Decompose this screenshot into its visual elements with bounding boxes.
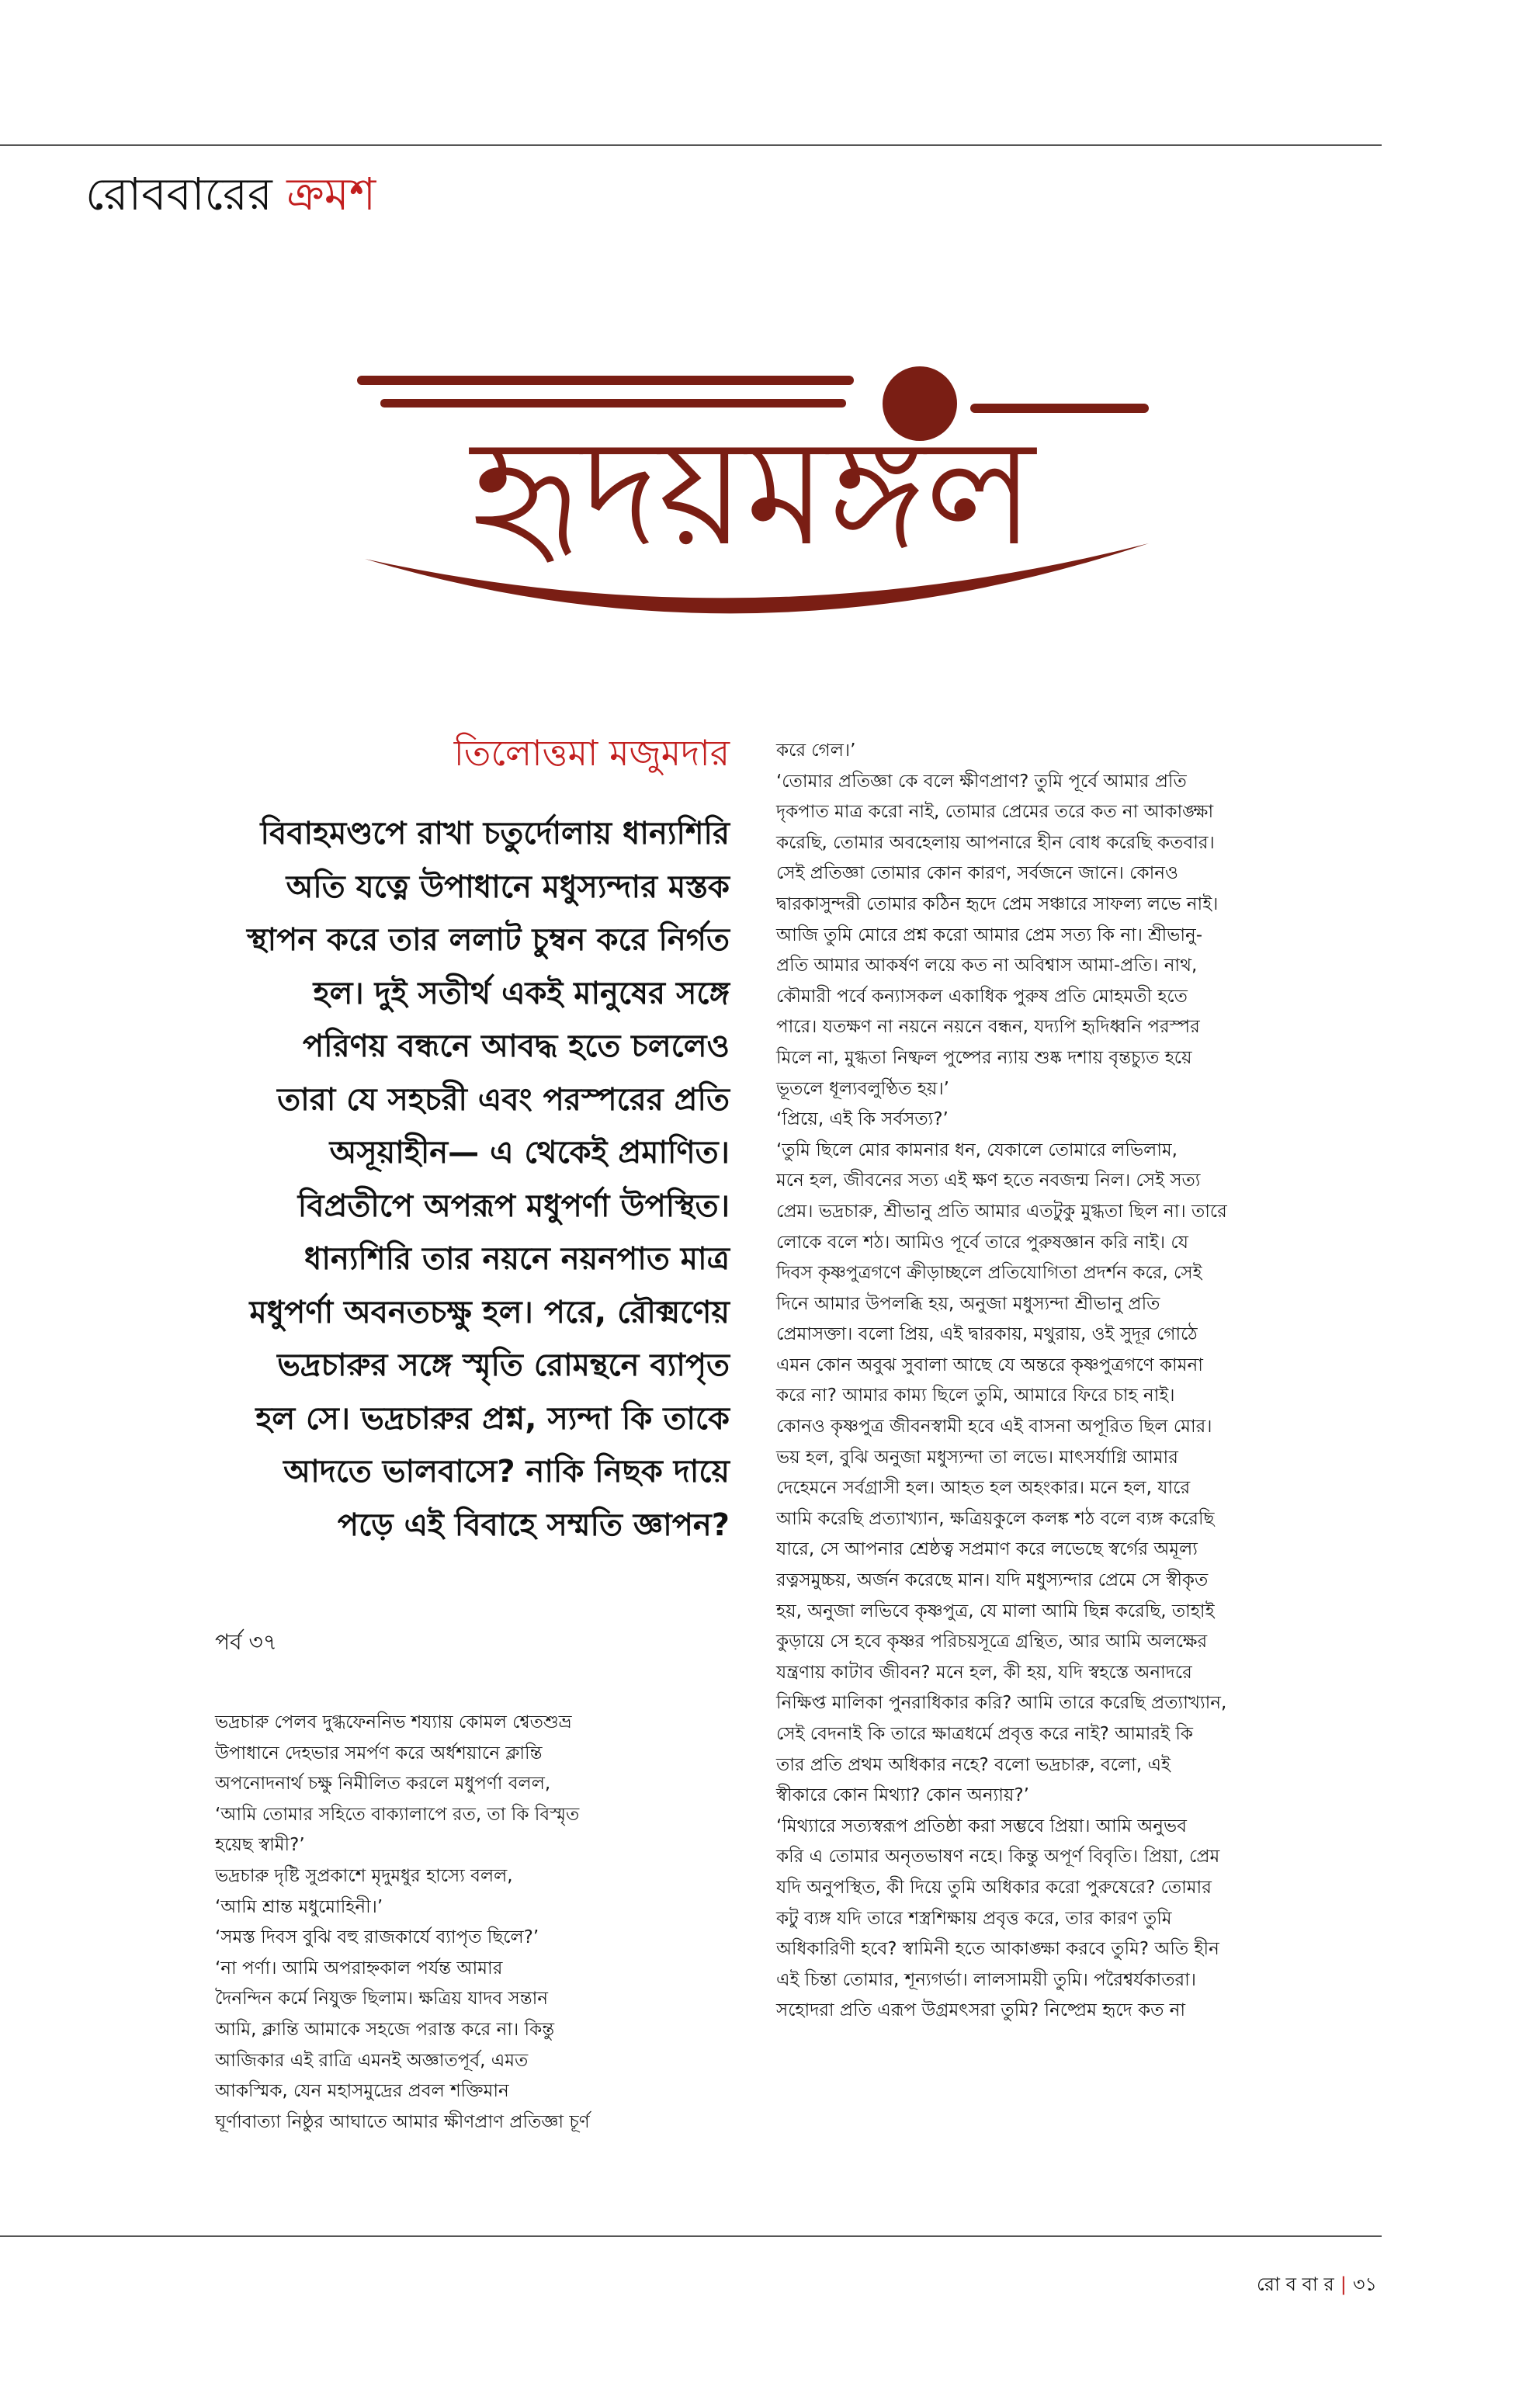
text-line: যদি অনুপস্থিত, কী দিয়ে তুমি অধিকার করো পুরুষেরে? তোমার: [776, 1877, 1212, 1898]
text-line: ‘সমস্ত দিবস বুঝি বহু রাজকার্যে ব্যাপৃত ছিলে?’: [215, 1927, 539, 1948]
lede-line: ধান্যশিরি তার নয়নে নয়নপাত মাত্র: [303, 1241, 730, 1277]
page-folio: [1257, 2270, 1377, 2298]
lede-line: অতি যত্নে উপাধানে মধুস্যন্দার মস্তক: [286, 869, 730, 905]
text-line: কোনও কৃষ্ণপুত্র জীবনস্বামী হবে এই বাসনা অপূরিত ছিল মোর।: [776, 1417, 1212, 1438]
text-column-right: [776, 736, 1393, 2027]
text-line: সহোদরা প্রতি এরূপ উগ্রমৎসরা তুমি? নিষ্প্রেম হৃদে কত না: [776, 2000, 1186, 2021]
text-line: প্রতি আমার আকর্ষণ লয়ে কত না অবিশ্বাস আমা-প্রতি। নাথ,: [776, 955, 1198, 976]
text-line: ‘না পর্ণা। আমি অপরাহ্নকাল পর্যন্ত আমার: [215, 1958, 503, 1979]
text-line: কৌমারী পর্বে কন্যাসকল একাধিক পুরুষ প্রতি মোহমতী হতে: [776, 986, 1188, 1007]
text-line: ভয় হল, বুঝি অনুজা মধুস্যন্দা তা লভে। মাৎসর্যাগ্নি আমার: [776, 1447, 1178, 1468]
text-line: করি এ তোমার অনৃতভাষণ নহে। কিন্তু অপূর্ণ বিবৃতি। প্রিয়া, প্রেম: [776, 1847, 1220, 1868]
text-line: ভূতলে ধূল্যবলুণ্ঠিত হয়।’: [776, 1078, 949, 1099]
text-line: দেহেমনে সর্বগ্রাসী হল। আহত হল অহংকার। মনে হল, যারে: [776, 1478, 1191, 1499]
text-line: রত্নসমুচ্চয়, অর্জন করেছে মান। যদি মধুস্যন্দার প্রেমে সে স্বীকৃত: [776, 1570, 1209, 1591]
text-column-left: [215, 1708, 727, 2138]
section-accent: ক্রমশ: [286, 168, 376, 220]
lede-line: আদতে ভালবাসে? নাকি নিছক দায়ে: [283, 1454, 730, 1490]
text-line: হয়েছ স্বামী?’: [215, 1835, 305, 1856]
text-line: মনে হল, জীবনের সত্য এই ক্ষণ হতে নবজন্ম নিল। সেই সত্য: [776, 1170, 1201, 1191]
text-line: যারে, সে আপনার শ্রেষ্ঠত্ব সপ্রমাণ করে লভেছে স্বর্গের অমূল্য: [776, 1539, 1198, 1560]
text-line: কটু ব্যঙ্গ যদি তারে শস্ত্রশিক্ষায় প্রবৃত্ত করে, তার কারণ তুমি: [776, 1908, 1172, 1929]
author-name: তিলোত্তমা মজুমদার: [453, 732, 730, 774]
text-line: দিনে আমার উপলব্ধি হয়, অনুজা মধুস্যন্দা শ্রীভানু প্রতি: [776, 1293, 1160, 1314]
text-line: ‘মিথ্যারে সত্যস্বরূপ প্রতিষ্ঠা করা সম্ভবে প্রিয়া। আমি অনুভব: [776, 1816, 1187, 1836]
text-line: ‘আমি শ্রান্ত মধুমোহিনী।’: [215, 1896, 383, 1917]
text-line: করেছি, তোমার অবহেলায় আপনারে হীন বোধ করেছি কতবার।: [776, 832, 1215, 853]
text-line: ভদ্রচারু দৃষ্টি সুপ্রকাশে মৃদুমধুর হাস্যে বলল,: [215, 1865, 513, 1886]
text-line: আমি করেছি প্রত্যাখ্যান, ক্ষত্রিয়কুলে কলঙ্ক শঠ বলে ব্যঙ্গ করেছি: [776, 1508, 1215, 1529]
text-line: এই চিন্তা তোমার, শূন্যগর্ভা। লালসাময়ী তুমি। পরৈশ্বর্যকাতরা।: [776, 1969, 1197, 1990]
text-line: পারে। যতক্ষণ না নয়নে নয়নে বন্ধন, যদ্যপি হৃদিধ্বনি পরস্পর: [776, 1017, 1200, 1038]
text-line: আকস্মিক, যেন মহাসমুদ্রের প্রবল শক্তিমান: [215, 2081, 509, 2102]
text-line: ভদ্রচারু পেলব দুগ্ধফেননিভ শয্যায় কোমল শ্বেতশুভ্র: [215, 1712, 572, 1732]
lede-line: স্থাপন করে তার ললাট চুম্বন করে নির্গত: [247, 922, 730, 958]
lede-line: পরিণয় বন্ধনে আবদ্ধ হতে চললেও: [302, 1028, 730, 1064]
lede-line: তারা যে সহচরী এবং পরস্পরের প্রতি: [277, 1081, 730, 1118]
lede-line: হল সে। ভদ্রচারুর প্রশ্ন, স্যন্দা কি তাকে: [255, 1400, 730, 1437]
text-line: দ্বারকাসুন্দরী তোমার কঠিন হৃদে প্রেম সঞ্চারে সাফল্য লভে নাই।: [776, 893, 1219, 914]
lede-line: পড়ে এই বিবাহে সম্মতি জ্ঞাপন?: [337, 1507, 730, 1543]
text-line: দৃকপাত মাত্র করো নাই, তোমার প্রেমের তরে কত না আকাঙ্ক্ষা: [776, 802, 1214, 823]
top-rule: [0, 144, 1382, 146]
series-logo: [334, 349, 1172, 644]
text-line: আমি, ক্লান্তি আমাকে সহজে পরাস্ত করে না। কিন্তু: [215, 2019, 555, 2040]
text-line: মিলে না, মুগ্ধতা নিষ্ফল পুষ্পের ন্যায় শুষ্ক দশায় বৃন্তচ্যুত হয়ে: [776, 1047, 1192, 1068]
page-number: ৩১: [1352, 2273, 1377, 2295]
text-line: ‘তোমার প্রতিজ্ঞা কে বলে ক্ষীণপ্রাণ? তুমি পূর্বে আমার প্রতি: [776, 771, 1187, 792]
text-line: আজিকার এই রাত্রি এমনই অজ্ঞাতপূর্ব, এমত: [215, 2050, 529, 2071]
magazine-name: রো ব বা র: [1257, 2273, 1334, 2295]
text-line: কুড়ায়ে সে হবে কৃষ্ণর পরিচয়সূত্রে গ্রন্থিত, আর আমি অলক্ষের: [776, 1632, 1208, 1653]
text-line: যন্ত্রণায় কাটাব জীবন? মনে হল, কী হয়, যদি স্বহস্তে অনাদরে: [776, 1662, 1192, 1683]
text-line: ‘প্রিয়ে, এই কি সর্বসত্য?’: [776, 1109, 949, 1130]
text-line: সেই প্রতিজ্ঞা তোমার কোন কারণ, সর্বজনে জানে। কোনও: [776, 863, 1178, 884]
text-line: আজি তুমি মোরে প্রশ্ন করো আমার প্রেম সত্য কি না। শ্রীভানু-: [776, 924, 1203, 945]
lede-paragraph: [116, 807, 730, 1552]
text-line: নিক্ষিপ্ত মালিকা পুনরাধিকার করি? আমি তারে করেছি প্রত্যাখ্যান,: [776, 1693, 1227, 1714]
text-line: এমন কোন অবুঝ সুবালা আছে যে অন্তরে কৃষ্ণপুত্রগণে কামনা: [776, 1354, 1203, 1375]
text-line: অপনোদনার্থ চক্ষু নিমীলিত করলে মধুপর্ণা বলল,: [215, 1774, 551, 1795]
text-line: করে গেল।’: [776, 740, 856, 761]
text-line: দৈনন্দিন কর্মে নিযুক্ত ছিলাম। ক্ষত্রিয় যাদব সন্তান: [215, 1989, 548, 2010]
section-label: রোববারের: [85, 168, 272, 220]
text-line: অধিকারিণী হবে? স্বামিনী হতে আকাঙ্ক্ষা করবে তুমি? অতি হীন: [776, 1939, 1219, 1960]
text-line: ‘তুমি ছিলে মোর কামনার ধন, যেকালে তোমারে লভিলাম,: [776, 1139, 1178, 1160]
text-line: হয়, অনুজা লভিবে কৃষ্ণপুত্র, যে মালা আমি ছিন্ন করেছি, তাহাই: [776, 1601, 1215, 1621]
section-header: [85, 163, 376, 225]
logo-title: হৃদয়মঙ্গল: [470, 407, 1035, 578]
text-line: ঘূর্ণাবাত্যা নিষ্ঠুর আঘাতে আমার ক্ষীণপ্রাণ প্রতিজ্ঞা চূর্ণ: [215, 2111, 590, 2132]
lede-line: মধুপর্ণা অবনতচক্ষু হল। পরে, রৌক্মণেয়: [249, 1294, 730, 1330]
episode-label: পর্ব ৩৭: [215, 1629, 277, 1655]
text-line: প্রেমাসক্তা। বলো প্রিয়, এই দ্বারকায়, মথুরায়, ওই সুদূর গোঠে: [776, 1324, 1198, 1345]
lede-line: ভদ্রচারুর সঙ্গে স্মৃতি রোমন্থনে ব্যাপৃত: [277, 1347, 730, 1383]
bottom-rule: [0, 2235, 1382, 2237]
text-line: করে না? আমার কাম্য ছিলে তুমি, আমারে ফিরে চাহ নাই।: [776, 1386, 1175, 1406]
lede-line: বিবাহমণ্ডপে রাখা চতুর্দোলায় ধান্যশিরি: [260, 816, 730, 851]
logo-top-bar-1: [357, 376, 854, 385]
text-line: সেই বেদনাই কি তারে ক্ষাত্রধর্মে প্রবৃত্ত করে নাই? আমারই কি: [776, 1724, 1193, 1744]
text-line: লোকে বলে শঠ। আমিও পূর্বে তারে পুরুষজ্ঞান করি নাই। যে: [776, 1232, 1189, 1253]
lede-line: অসূয়াহীন— এ থেকেই প্রমাণিত।: [329, 1135, 730, 1170]
text-line: প্রেম। ভদ্রচারু, শ্রীভানু প্রতি আমার এতটুকু মুগ্ধতা ছিল না। তারে: [776, 1201, 1227, 1222]
text-line: উপাধানে দেহভার সমর্পণ করে অর্ধশয়ানে ক্লান্তি: [215, 1743, 543, 1764]
lede-line: হল। দুই সতীর্থ একই মানুষের সঙ্গে: [313, 975, 730, 1011]
lede-line: বিপ্রতীপে অপরূপ মধুপর্ণা উপস্থিত।: [297, 1188, 730, 1224]
text-line: দিবস কৃষ্ণপুত্রগণে ক্রীড়াচ্ছলে প্রতিযোগিতা প্রদর্শন করে, সেই: [776, 1263, 1202, 1284]
text-line: ‘আমি তোমার সহিতে বাক্যালাপে রত, তা কি বিস্মৃত: [215, 1804, 580, 1825]
text-line: তার প্রতি প্রথম অধিকার নহে? বলো ভদ্রচারু, বলো, এই: [776, 1754, 1171, 1775]
text-line: স্বীকারে কোন মিথ্যা? কোন অন্যায়?’: [776, 1785, 1029, 1806]
folio-separator: |: [1340, 2273, 1347, 2295]
